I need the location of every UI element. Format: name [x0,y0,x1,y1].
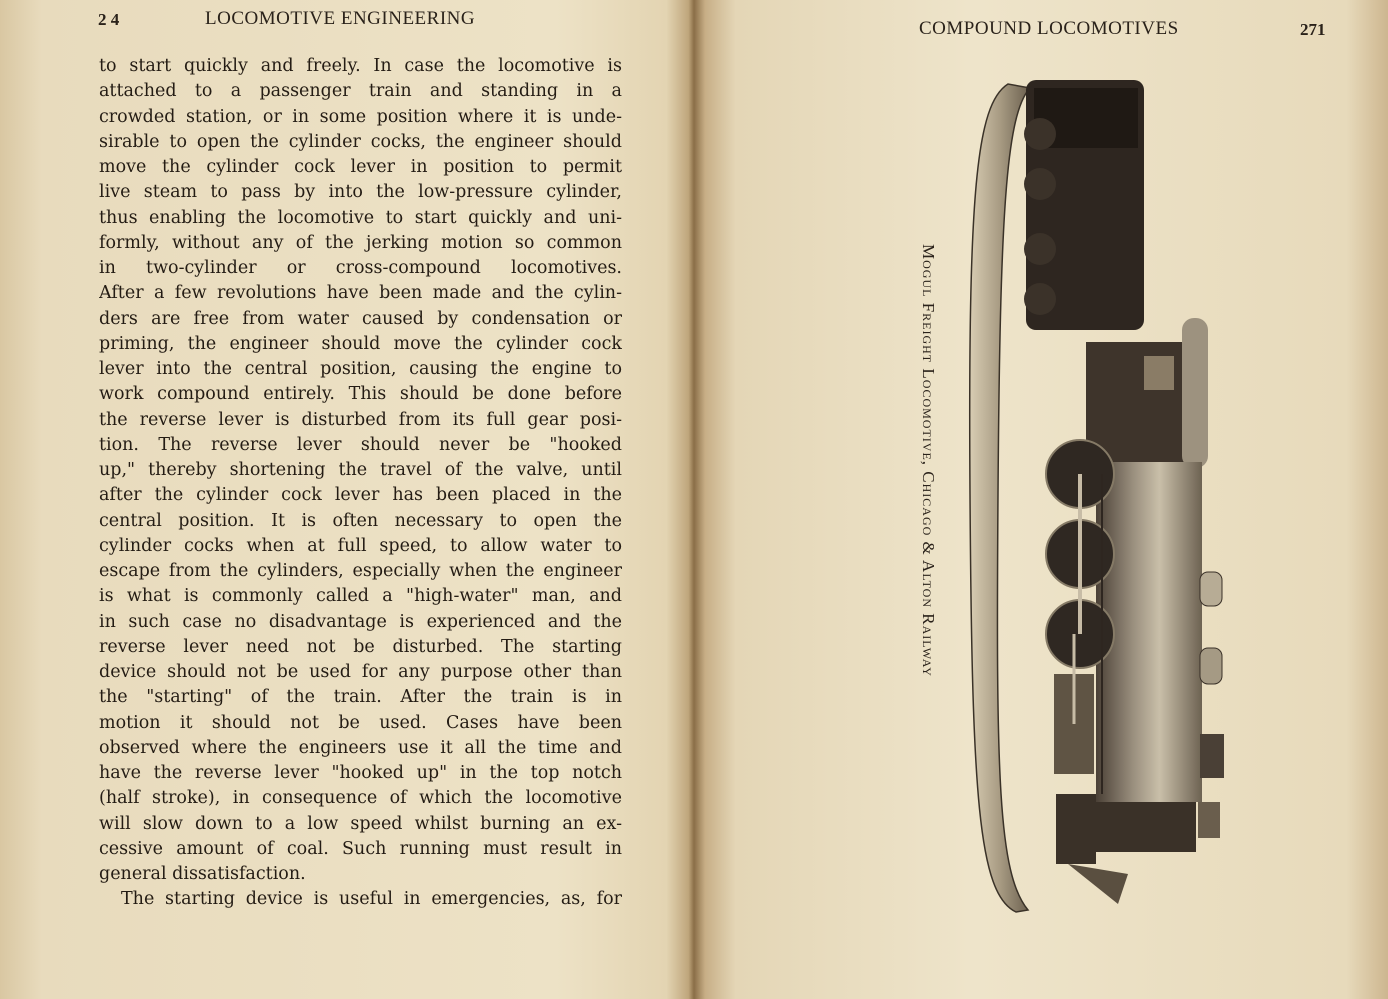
left-page [0,0,690,999]
sand-dome [1200,648,1222,684]
cab [1086,342,1194,462]
text-line: device should not be used for any purpose other than [99,662,622,682]
text-line: will slow down to a low speed whilst burning an ex- [99,813,622,834]
cab-window [1144,356,1174,390]
tender-wheel [1024,168,1056,200]
text-line: sirable to open the cylinder cocks, the engineer should [99,131,622,152]
text-line: in two-cylinder or cross-compound locomotives. [99,258,622,278]
locomotive-illustration [968,74,1236,916]
body-text [99,54,622,913]
text-line: (half stroke), in consequence of which the locomotive [99,788,622,809]
text-line: crowded station, or in some position where it is unde- [99,106,622,127]
text-line: escape from the cylinders, especially when the engineer [99,561,622,581]
ground-shadow [970,84,1030,912]
text-line: After a few revolutions have been made and the cylin- [99,283,622,304]
text-line: up," thereby shortening the travel of the valve, until [99,460,622,480]
tender-wheel [1024,118,1056,150]
steam-dome [1200,572,1222,606]
text-line: priming, the engineer should move the cylinder cock [99,333,622,354]
smokestack [1200,734,1224,778]
cab-roof [1182,318,1208,468]
text-line: cylinder cocks when at full speed, to allow water to [99,535,622,556]
text-line: live steam to pass by into the low-pressure cylinder, [99,182,622,203]
text-line: to start quickly and freely. In case the locomotive is [99,56,622,76]
headlight [1198,802,1220,838]
smokebox [1096,802,1196,852]
text-line: lever into the central position, causing the engine to [99,359,622,379]
text-line: move the cylinder cock lever in position to permit [99,157,622,177]
text-line: general dissatisfaction. [99,864,306,884]
text-line: cessive amount of coal. Such running must result in [99,838,622,859]
text-line: have the reverse lever "hooked up" in the top notch [99,763,622,783]
text-line: thus enabling the locomotive to start quickly and uni- [99,207,622,228]
text-line: ders are free from water caused by condensation or [99,308,622,329]
text-line: after the cylinder cock lever has been placed in the [99,485,622,506]
right-page-number: 271 [1300,20,1326,39]
text-line: central position. It is often necessary to open the [99,510,622,531]
text-line: reverse lever need not be disturbed. The starting [99,636,622,657]
pilot [1068,864,1128,904]
left-page-number: 2 4 [98,10,120,29]
plate-caption: Mogul Freight Locomotive, Chicago & Alton Railway [919,244,938,677]
text-line: attached to a passenger train and standing in a [99,81,622,102]
text-line: in such case no disadvantage is experienced and the [99,611,622,632]
text-line: observed where the engineers use it all the time and [99,737,622,758]
text-line: formly, without any of the jerking motion so common [99,232,622,253]
text-line: work compound entirely. This should be done before [99,384,622,405]
text-line: the reverse lever is disturbed from its full gear posi- [99,409,622,430]
text-line: the "starting" of the train. After the train is in [99,687,622,708]
text-line: is what is commonly called a "high-water" man, and [99,586,622,607]
text-line: tion. The reverse lever should never be "hooked [99,434,622,455]
right-running-head: COMPOUND LOCOMOTIVES [919,18,1179,39]
tender-wheel [1024,283,1056,315]
left-running-head: LOCOMOTIVE ENGINEERING [205,8,476,29]
tender-wheel [1024,233,1056,265]
text-line: motion it should not be used. Cases have been [99,712,622,733]
text-line: The starting device is useful in emergencies, as, for [121,889,622,910]
pilot-truck [1056,794,1096,864]
right-page [700,0,1388,999]
